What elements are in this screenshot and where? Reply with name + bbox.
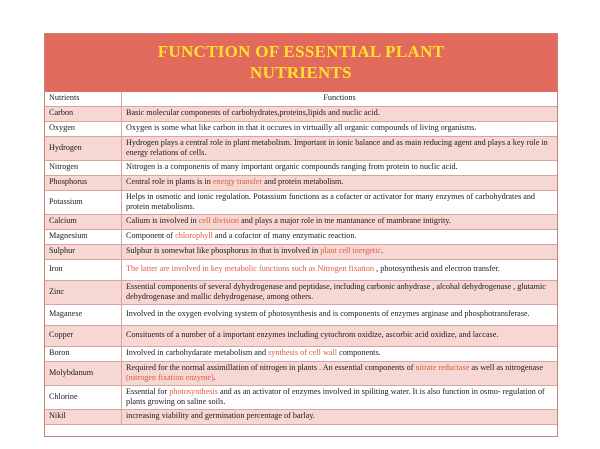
slide-title-line2: NUTRIENTS (250, 63, 352, 83)
function-text: Sulphur is somewhat like phosphorus in that is involved in (126, 246, 321, 256)
nutrient-name: Zinc (45, 280, 122, 304)
nutrient-function (122, 229, 558, 244)
function-highlight: energy transfer (212, 177, 263, 187)
nutrient-function: Nitrogen is a components of many important organic compounds ranging from protein to nuclic acid. (122, 160, 558, 175)
nutrient-name: Potassium (45, 190, 122, 214)
nutrient-name: Iron (45, 259, 122, 280)
function-text: and as an activator of enzymes involved in spiliting water. It is also function in osmo- regulation of plants growing on saline soils. (126, 386, 545, 406)
table-row (45, 361, 557, 385)
table-row (45, 190, 557, 214)
nutrient-function: Consituents of a number of a important enzymes including cytochrom oxidize, ascorbic acid oxidize, and laccase. (122, 325, 558, 346)
function-text: The latter are involved in key metabolic functions such as (126, 264, 318, 274)
function-text: components. (337, 348, 381, 358)
table-row (45, 160, 557, 175)
table-header-row (45, 92, 557, 107)
table-row (45, 244, 557, 259)
nutrients-table (45, 92, 557, 425)
nutrient-function (122, 175, 558, 190)
nutrient-function: Oxygen is some what like carbon in that it occures in virtuailly all organic compounds of living organisms. (122, 121, 558, 136)
function-highlight: chlorophyll (175, 231, 213, 241)
table-row (45, 409, 557, 424)
table-row (45, 214, 557, 229)
function-highlight: Nitrogen fixation (317, 264, 375, 274)
table-row (45, 280, 557, 304)
nutrient-name: Hydrogen (45, 136, 122, 160)
function-text: Required for the normal assimillation of nitrogen in plants . An essential components of (126, 362, 416, 372)
table-row (45, 175, 557, 190)
nutrient-function: increasing viability and germination percentage of barlay. (122, 409, 558, 424)
nutrient-function: Helps in osmotic and ionic regulation. Potassium functions as a cofacter or activator for many enzymes of carbohydrates and protein metabolisms. (122, 190, 558, 214)
slide-title (45, 34, 557, 92)
nutrient-name: Boron (45, 346, 122, 361)
nutrient-function (122, 385, 558, 409)
nutrient-name: Sulphur (45, 244, 122, 259)
table-row (45, 106, 557, 121)
table-row (45, 121, 557, 136)
table-row (45, 385, 557, 409)
nutrient-function (122, 214, 558, 229)
table-row (45, 346, 557, 361)
function-highlight: nitrate reductase (415, 362, 470, 372)
header-functions: Functions (122, 92, 558, 107)
nutrient-name: Magnesium (45, 229, 122, 244)
nutrient-name: Oxygen (45, 121, 122, 136)
nutrient-function: Essential components of several dyhydrogenase and peptidase, including carbonic anhydrase , alcohal dehydrogenase , glutamic dehydrogenase and mallic dehydrogenase, among others. (122, 280, 558, 304)
function-text: Central role in plants is in (126, 177, 213, 187)
table-row (45, 259, 557, 280)
nutrient-name: Phosphorus (45, 175, 122, 190)
nutrient-function (122, 361, 558, 385)
header-nutrients: Nutrients (45, 92, 122, 107)
function-text: . (213, 373, 216, 382)
slide-title-line1: FUNCTION OF ESSENTIAL PLANT (157, 42, 445, 61)
function-highlight: (nitrogen fixation enzyme) (126, 373, 214, 382)
function-highlight: photosynthesis (169, 386, 218, 396)
nutrient-name: Calcium (45, 214, 122, 229)
nutrient-name: Maganese (45, 304, 122, 325)
function-text: , photosynthesis and electron transfer. (374, 264, 500, 274)
function-text: and a cofactor of many enzymatic reaction. (212, 231, 357, 241)
function-highlight: plant cell inergetic (320, 246, 381, 256)
function-text: as well as nitrogenase (469, 362, 544, 372)
function-text: Component of (126, 231, 176, 241)
nutrient-name: Copper (45, 325, 122, 346)
nutrient-function: Hydrogen plays a central role in plant metabolism. Important in ionic balance and as main reducing agent and plays a key role in energy relations of cells. (122, 136, 558, 160)
function-text: Calium is involved in (126, 216, 199, 226)
function-text: Essential for (126, 386, 170, 396)
nutrient-name: Molybdanum (45, 361, 122, 385)
nutrient-function: Involved in the oxygen evolving system of photosynthesis and is components of enzymes arginase and phosphotransferase. (122, 304, 558, 325)
nutrient-name: Nikil (45, 409, 122, 424)
table-row (45, 229, 557, 244)
function-highlight: synthesis of cell wall (268, 348, 338, 358)
nutrient-function (122, 346, 558, 361)
nutrient-function (122, 259, 558, 280)
nutrient-table-frame (44, 33, 558, 437)
table-row (45, 325, 557, 346)
nutrient-name: Carbon (45, 106, 122, 121)
function-text: Involved in carbohydarate metabolism and (126, 348, 269, 358)
function-text: . (381, 246, 384, 256)
table-row (45, 304, 557, 325)
function-highlight: cell division (198, 216, 240, 226)
nutrient-function: Basic molecular components of carbohydrates,proteins,lipids and nuclic acid. (122, 106, 558, 121)
table-row (45, 136, 557, 160)
nutrient-name: Chlorine (45, 385, 122, 409)
function-text: and plays a major role in tne mantanance of mambrane intigrity. (239, 216, 451, 226)
nutrient-function (122, 244, 558, 259)
function-text: and protein metabolism. (262, 177, 344, 187)
nutrient-name: Nitrogen (45, 160, 122, 175)
